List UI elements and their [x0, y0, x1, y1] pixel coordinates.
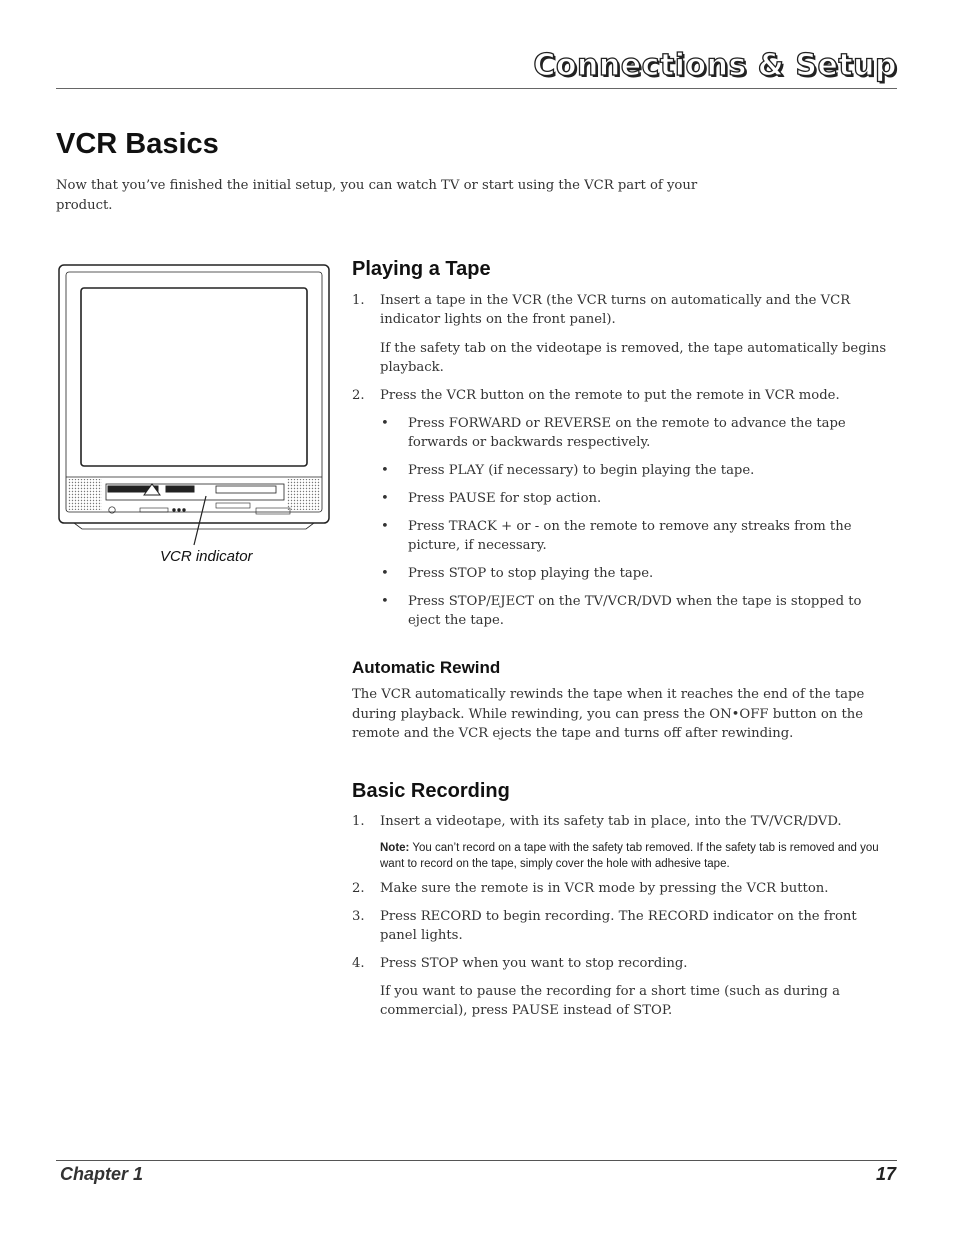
tv-screen	[81, 288, 307, 466]
recording-note	[352, 840, 892, 872]
heading-automatic-rewind: Automatic Rewind	[352, 658, 501, 677]
rec-step-4-note: If you want to pause the recording for a short time (such as during a commercial), press PAUSE instead of STOP.	[380, 984, 840, 1018]
step-text: Make sure the remote is in VCR mode by pressing the VCR button.	[380, 881, 829, 896]
note-text: You can’t record on a tape with the safety tab removed. If the safety tab is removed and you want to record on the tape, simply cover the hole with adhesive tape.	[380, 842, 879, 870]
tv-base	[74, 523, 314, 529]
tv-bezel	[66, 272, 322, 512]
bullet-text: Press TRACK + or - on the remote to remove any streaks from the picture, if necessary.	[408, 519, 852, 553]
bullet-forward-reverse	[352, 414, 892, 452]
bullet-dot: •	[381, 566, 389, 581]
step-number: 1.	[352, 293, 365, 308]
rec-step-1	[352, 812, 892, 831]
bullet-text: Press STOP/EJECT on the TV/VCR/DVD when the tape is stopped to eject the tape.	[408, 594, 862, 628]
page-number: 17	[875, 1164, 896, 1184]
step-number: 1.	[352, 814, 365, 829]
left-speaker-grille	[68, 479, 102, 510]
heading-basic-recording: Basic Recording	[352, 780, 510, 802]
step-text: Press STOP when you want to stop recording.	[380, 956, 688, 971]
page-heading: VCR Basics	[56, 128, 219, 160]
bullet-dot: •	[381, 463, 389, 478]
step-number: 4.	[352, 956, 365, 971]
playing-steps	[352, 291, 892, 630]
header-rule	[56, 88, 897, 89]
bullet-dot: •	[381, 416, 389, 431]
tv-vcr-illustration	[56, 262, 332, 572]
bullet-text: Press STOP to stop playing the tape.	[408, 566, 654, 581]
tape-slot	[216, 486, 276, 493]
bullet-stop	[352, 564, 892, 583]
step-1-note: If the safety tab on the videotape is removed, the tape automatically begins playback.	[380, 341, 887, 375]
callout-line	[194, 496, 206, 545]
bullet-track	[352, 517, 892, 555]
step-text: Press the VCR button on the remote to put the remote in VCR mode.	[380, 388, 840, 403]
note-label: Note:	[380, 842, 410, 854]
step-text: Insert a tape in the VCR (the VCR turns on automatically and the VCR indicator lights on the front panel).	[380, 293, 851, 327]
bullet-dot: •	[381, 519, 389, 534]
vcr-indicator-label: VCR indicator	[160, 548, 253, 565]
step-text: Press RECORD to begin recording. The RECORD indicator on the front panel lights.	[380, 909, 857, 943]
rec-step-3	[352, 907, 892, 945]
section-title: Connections & Setup	[533, 48, 897, 83]
bullet-text: Press PLAY (if necessary) to begin playing the tape.	[408, 463, 755, 478]
step-text: Insert a videotape, with its safety tab in place, into the TV/VCR/DVD.	[380, 814, 842, 829]
bullet-pause	[352, 489, 892, 508]
footer-rule	[56, 1160, 897, 1161]
step-1	[352, 291, 892, 329]
step-number: 2.	[352, 388, 365, 403]
right-speaker-grille	[287, 479, 320, 510]
step-number: 3.	[352, 909, 365, 924]
bullet-stop-eject	[352, 592, 892, 630]
rec-step-2	[352, 879, 892, 898]
rec-step-4	[352, 954, 892, 973]
step-2	[352, 386, 892, 405]
step-number: 2.	[352, 881, 365, 896]
intro-paragraph: Now that you’ve finished the initial setup, you can watch TV or start using the VCR part of your product.	[56, 178, 698, 213]
bullet-text: Press PAUSE for stop action.	[408, 491, 602, 506]
bullet-play	[352, 461, 892, 480]
heading-playing-a-tape: Playing a Tape	[352, 258, 491, 280]
bullet-text: Press FORWARD or REVERSE on the remote to advance the tape forwards or backwards respectively.	[408, 416, 846, 450]
rewind-paragraph: The VCR automatically rewinds the tape when it reaches the end of the tape during playback. While rewinding, you can press the ON•OFF button on the remote and the VCR ejects the tape and turns off after rewinding.	[352, 687, 865, 741]
bullet-dot: •	[381, 491, 389, 506]
recording-steps	[352, 812, 892, 1020]
bullet-dot: •	[381, 594, 389, 609]
footer-chapter: Chapter 1	[60, 1164, 144, 1184]
